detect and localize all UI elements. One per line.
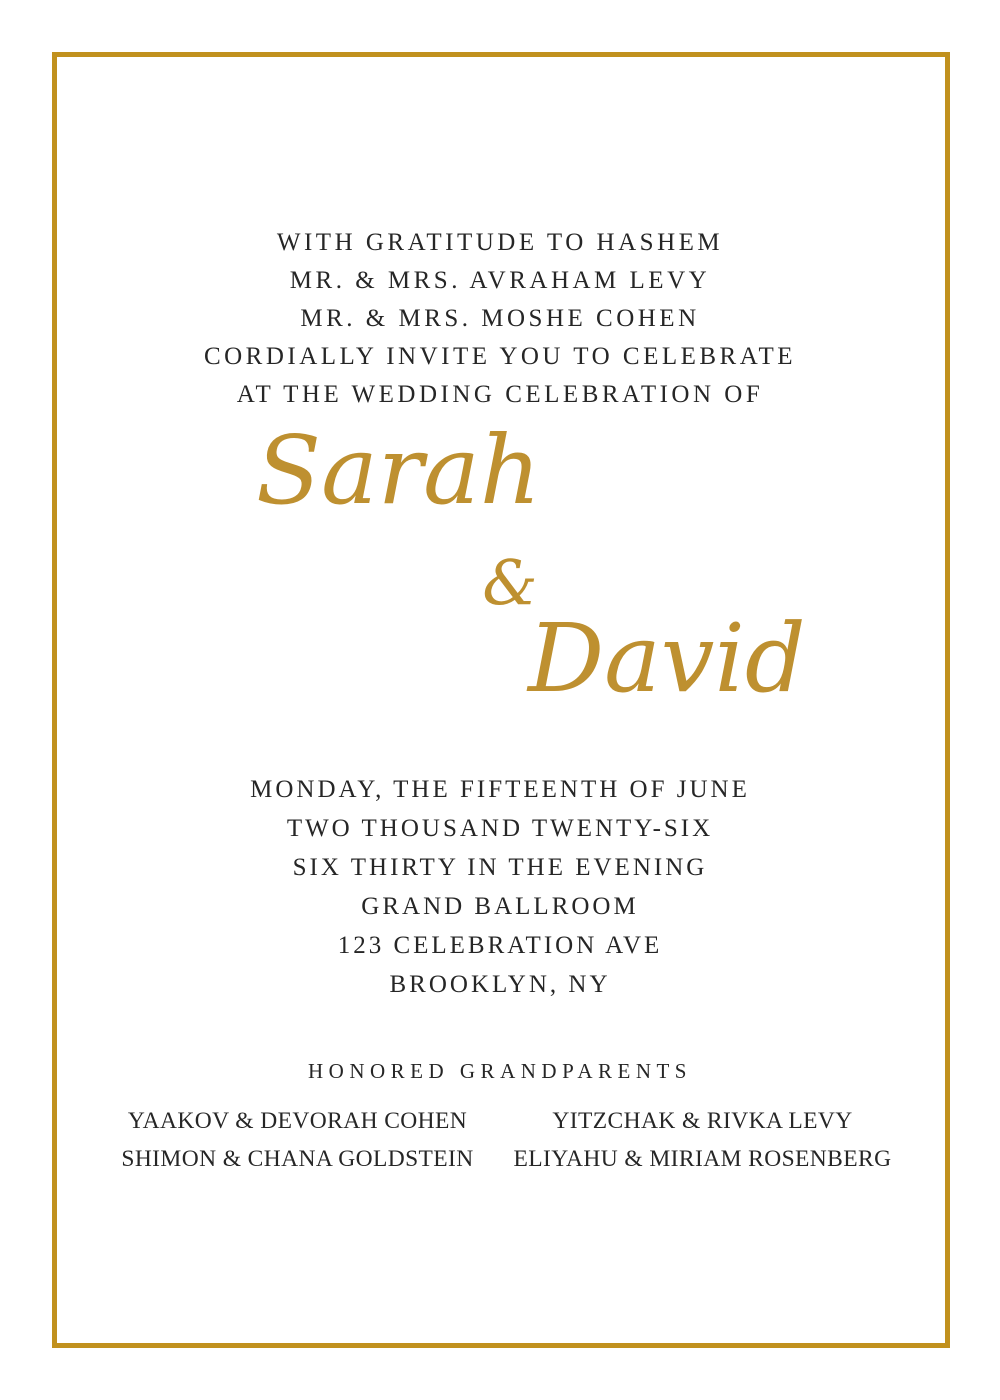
detail-line-year: TWO THOUSAND TWENTY-SIX [286,815,714,842]
groom-name: David [528,604,806,714]
detail-line-date: MONDAY, THE FIFTEENTH OF JUNE [250,776,750,803]
grandparents-grid [95,1102,905,1178]
header-line-invite: CORDIALLY INVITE YOU TO CELEBRATE [203,343,797,370]
bride-name: Sarah [256,416,541,526]
detail-line-city: BROOKLYN, NY [389,971,611,998]
grandparent-name: YITZCHAK & RIVKA LEVY [552,1108,853,1134]
grandparents-right-column [500,1102,905,1178]
grandparent-name: SHIMON & CHANA GOLDSTEIN [121,1146,474,1172]
detail-line-address: 123 CELEBRATION AVE [337,932,663,959]
header-line-parents-levy: MR. & MRS. AVRAHAM LEVY [289,267,711,294]
header-line-gratitude: WITH GRATITUDE TO HASHEM [276,229,724,256]
header-line-celebration-of: AT THE WEDDING CELEBRATION OF [236,381,764,408]
grandparents-title: HONORED GRANDPARENTS [307,1059,692,1083]
grandparent-name: ELIYAHU & MIRIAM ROSENBERG [513,1146,892,1172]
detail-line-time: SIX THIRTY IN THE EVENING [292,854,708,881]
host-header-block [0,224,1000,414]
event-details-block [0,770,1000,1004]
detail-line-venue: GRAND BALLROOM [361,893,639,920]
header-line-parents-cohen: MR. & MRS. MOSHE COHEN [300,305,700,332]
grandparent-name: YAAKOV & DEVORAH COHEN [127,1108,468,1134]
grandparents-left-column [95,1102,500,1178]
ampersand-flourish: & [482,546,538,619]
